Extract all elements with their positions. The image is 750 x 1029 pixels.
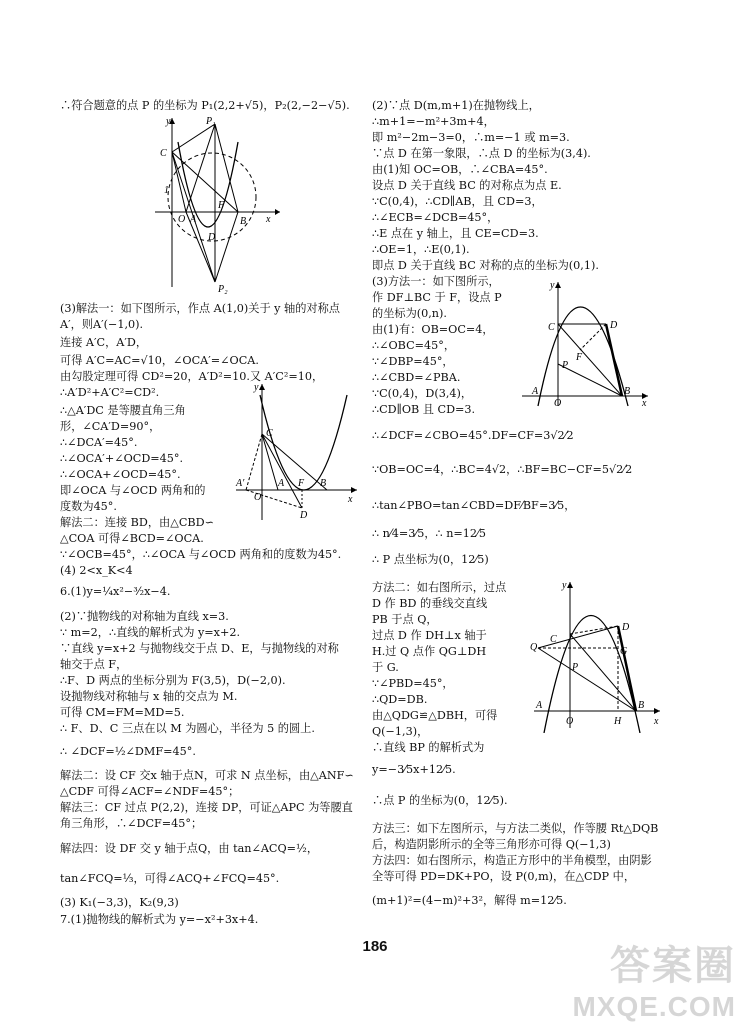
line-ca (172, 152, 186, 212)
label-c: C (548, 322, 555, 333)
right-text-line: 的坐标为(0,n). (372, 307, 447, 320)
label-b: B (624, 386, 631, 397)
right-text-line: ∵点 D 在第一象限，∴点 D 的坐标为(3,4). (372, 147, 591, 160)
right-text-line: (3)方法一：如下图所示， (372, 275, 500, 288)
label-a: A (190, 214, 197, 225)
left-text-line: 7.(1)抛物线的解析式为 y=−x²+3x+4. (60, 913, 259, 926)
label-a: A (536, 700, 543, 711)
right-text-line: ∵∠DBP=45°， (372, 355, 454, 368)
left-text-line: ∴∠OCA+∠OCD=45°. (60, 468, 181, 481)
right-text-line: 由(1)知 OC=OB，∴∠CBA=45°. (372, 163, 548, 176)
left-text-line: (4) 2<x_K<4 (60, 564, 133, 577)
right-text-line: 即点 D 关于直线 BC 对称的点的坐标为(0,1). (372, 259, 599, 272)
figure-apdc-svg (232, 380, 362, 525)
label-y: y (550, 280, 555, 291)
watermark-logo (572, 934, 736, 1023)
right-text-line: PB 于点 Q， (372, 613, 438, 626)
figure-a-prime-dc (232, 380, 362, 529)
right-text-line: y=−3⁄5x+12⁄5. (372, 763, 456, 776)
left-text-line: (3)解法一：如下图所示，作点 A(1,0)关于 y 轴的对称点 (60, 302, 341, 315)
right-text-line: 方法二：如右图所示，过点 (372, 581, 507, 594)
line-cb (262, 434, 327, 490)
y-arrow (555, 282, 561, 288)
left-text-line: (2)∵抛物线的对称轴为直线 x=3. (60, 610, 229, 623)
label-o: O (178, 214, 186, 225)
right-text-line: (2)∵点 D(m,m+1)在抛物线上， (372, 99, 540, 112)
left-text-line: △CDF 可得∠ACF=∠NDF=45°； (60, 785, 240, 798)
right-text-line: ∴m+1=−m²+3m+4， (372, 115, 495, 128)
right-text-line: ∴ P 点坐标为(0，12⁄5) (372, 553, 489, 566)
label-x: x (266, 214, 271, 225)
right-text-line: 由(1)有：OB=OC=4， (372, 323, 494, 336)
line-df (580, 324, 606, 350)
x-arrow (654, 708, 660, 714)
page-number: 186 (362, 938, 388, 955)
right-text-line: ∴直线 BP 的解析式为 (372, 741, 485, 754)
figure-method-one (518, 278, 653, 412)
left-text-line: ∴∠DCA′=45°. (60, 436, 138, 449)
left-text-line: 可得 CM=FM=MD=5. (60, 706, 185, 719)
label-b: B (240, 216, 247, 227)
watermark-line2: MXQE.COM (572, 991, 736, 1022)
label-b: B (638, 700, 645, 711)
left-text-line: 解法三：CF 过点 P(2,2)，连接 DP，可证△APC 为等腰直 (60, 801, 353, 814)
right-text-line: ∴E 点在 y 轴上，且 CE=CD=3. (372, 227, 539, 240)
right-text-line: 设点 D 关于直线 BC 的对称点为点 E. (372, 179, 562, 192)
label-a: A (532, 386, 539, 397)
left-text-line: ∴ F、D、C 三点在以 M 为圆心，半径为 5 的圆上. (60, 722, 315, 735)
line-qb (538, 648, 636, 711)
right-text-line: ∴∠OBC=45°， (372, 339, 456, 352)
right-text-line: Q(−1,3)， (372, 725, 429, 738)
right-text-line: H.过 Q 点作 QG⊥DH (372, 645, 487, 658)
left-text-line: (3) K₁(−3,3)，K₂(9,3) (60, 896, 179, 909)
right-text-line: 作 DF⊥BC 于 F，设点 P (372, 291, 502, 304)
left-text-line: 6.(1)y=¼x²−³⁄₂x−4. (60, 585, 171, 598)
left-text-line: 轴交于点 F， (60, 658, 128, 671)
right-text-line: 全等可得 PD=DK+PO，设 P(0,m)，在△CDP 中， (372, 870, 636, 883)
left-text-line: ∵∠OCB=45°，∴∠OCA 与∠OCD 两角和的度数为45°. (60, 548, 342, 561)
label-f: F (298, 478, 305, 489)
left-text-line: 度数为45°. (60, 500, 117, 513)
x-arrow (275, 209, 280, 215)
left-text-line: ∴∠OCA′+∠OCD=45°. (60, 452, 184, 465)
label-d: D (300, 510, 308, 521)
label-x: x (642, 398, 647, 408)
right-text-line: (m+1)²=(4−m)²+3²，解得 m=12⁄5. (372, 894, 567, 907)
label-c: C (266, 428, 273, 439)
label-a: A (278, 478, 285, 489)
left-text-line: 设抛物线对称轴与 x 轴的交点为 M. (60, 690, 238, 703)
label-y: y (254, 382, 259, 393)
left-text-line: ∴△A′DC 是等腰直角三角 (60, 404, 186, 417)
right-text-line: 方法四：如右图所示，构造正方形中的半角模型，由阴影 (372, 854, 652, 867)
left-text-line: ∴ ∠DCF=½∠DMF=45°. (60, 745, 196, 758)
left-text-line: 解法二：连接 BD，由△CBD∽ (60, 516, 214, 529)
label-f: F (218, 200, 225, 211)
right-text-line: 于 G. (372, 661, 399, 674)
left-text-line: 解法四：设 DF 交 y 轴于点Q，由 tan∠ACQ=½， (60, 842, 319, 855)
label-q: Q (530, 642, 538, 653)
line-p1b (215, 124, 238, 212)
y-arrow (567, 582, 573, 588)
label-aprime: A′ (236, 478, 245, 489)
right-text-line: ∴tan∠PBO=tan∠CBD=DF⁄BF=3⁄5， (372, 499, 576, 512)
line-db (606, 324, 622, 396)
figure-circle-p1-p2 (150, 112, 285, 298)
right-text-line: ∴∠ECB=∠DCB=45°， (372, 211, 499, 224)
dashed-circle (168, 153, 256, 241)
y-arrow (259, 384, 265, 390)
right-text-line: ∵OB=OC=4，∴BC=4√2，∴BF=BC−CF=5√2⁄2 (372, 463, 633, 476)
label-p: P (572, 662, 579, 673)
line-db (618, 626, 636, 711)
right-text-line: ∴OE=1，∴E(0,1). (372, 243, 470, 256)
label-c: C (550, 634, 557, 645)
figure-m2-svg (530, 578, 665, 733)
label-o: O (566, 716, 574, 727)
left-text-line: ∴A′D²+A′C²=CD². (60, 386, 160, 399)
label-f: F (576, 352, 583, 363)
figure-method-two (530, 578, 665, 737)
label-o: O (554, 398, 562, 408)
line-cap (246, 434, 262, 490)
line-ap1 (186, 124, 215, 212)
right-text-line: ∴∠DCF=∠CBO=45°.DF=CF=3√2⁄2 (372, 429, 574, 442)
right-text-line: ∵∠PBD=45°， (372, 677, 454, 690)
left-text-line: ∵ m=2，∴直线的解析式为 y=x+2. (60, 626, 241, 639)
x-arrow (351, 487, 357, 493)
label-c: C (160, 148, 167, 159)
left-text-line: A′，则A′(−1,0). (60, 318, 144, 331)
right-text-line: 过点 D 作 DH⊥x 轴于 (372, 629, 487, 642)
label-y: y (562, 580, 567, 591)
right-text-line: ∴ n⁄4=3⁄5，∴ n=12⁄5 (372, 527, 487, 540)
left-text-line: 可得 A′C=AC=√10，∠OCA′=∠OCA. (60, 354, 259, 367)
right-text-line: ∵C(0,4)，∴CD∥AB，且 CD=3， (372, 195, 543, 208)
left-text-line: ∴符合题意的点 P 的坐标为 P₁(2,2+√5)，P₂(2,−2−√5). (60, 99, 350, 112)
right-text-line: ∵C(0,4)，D(3,4)， (372, 387, 473, 400)
label-g: G (620, 646, 628, 657)
line-ca (262, 434, 278, 490)
left-text-line: ∴F、D 两点的坐标分别为 F(3,5)，D(−2,0). (60, 674, 286, 687)
left-text-line: ∵直线 y=x+2 与抛物线交于点 D、E，与抛物线的对称 (60, 642, 339, 655)
right-text-line: D 作 BD 的垂线交直线 (372, 597, 488, 610)
right-text-line: ∴CD∥OB 且 CD=3. (372, 403, 476, 416)
line-cd (262, 434, 302, 508)
right-text-line: 后，构造阴影所示的全等三角形亦可得 Q(−1,3) (372, 838, 611, 851)
figure-m1-svg (518, 278, 653, 408)
left-text-line: △COA 可得∠BCD=∠OCA. (60, 532, 204, 545)
label-p1: P₁ (206, 116, 216, 127)
left-text-line: 角三角形，∴∠DCF=45°； (60, 817, 203, 830)
label-p2: P₂ (218, 284, 228, 294)
label-b: B (320, 478, 327, 489)
right-text-line: ∴∠CBD=∠PBA. (372, 371, 461, 384)
right-text-line: 方法三：如下左图所示，与方法二类似，作等腰 Rt△DQB (372, 822, 659, 835)
left-text-line: 形，∠CA′D=90°， (60, 420, 161, 433)
label-d: D (610, 320, 618, 331)
left-text-line: 由勾股定理可得 CD²=20，A′D²=10.又 A′C²=10， (60, 370, 324, 383)
line-bp2 (215, 212, 238, 282)
right-text-line: ∴点 P 的坐标为(0，12⁄5). (372, 794, 508, 807)
left-text-line: 解法二：设 CF 交x 轴于点N，可求 N 点坐标，由△ANF∽ (60, 769, 354, 782)
label-h: H (614, 716, 622, 727)
label-o: O (254, 492, 262, 503)
watermark-line1: 答案圈 (610, 944, 736, 988)
label-d: D (208, 232, 216, 243)
label-x: x (348, 494, 353, 505)
label-x: x (654, 716, 659, 727)
left-text-line: 连接 A′C，A′D， (60, 336, 148, 349)
parabola (260, 395, 347, 490)
label-d: D (622, 622, 630, 633)
left-text-line: 即∠OCA 与∠OCD 两角和的 (60, 484, 206, 497)
figure-circle-svg (150, 112, 285, 294)
label-1: 1 (164, 185, 169, 196)
left-text-line: tan∠FCQ=⅓，可得∠ACQ+∠FCQ=45°. (60, 872, 280, 885)
label-p: P (562, 360, 569, 371)
right-text-line: ∴QD=DB. (372, 693, 428, 706)
right-text-line: 由△QDG≌△DBH，可得 (372, 709, 498, 722)
right-text-line: 即 m²−2m−3=0，∴m=−1 或 m=3. (372, 131, 570, 144)
line-cp1 (172, 124, 215, 152)
label-y: y (166, 116, 171, 127)
